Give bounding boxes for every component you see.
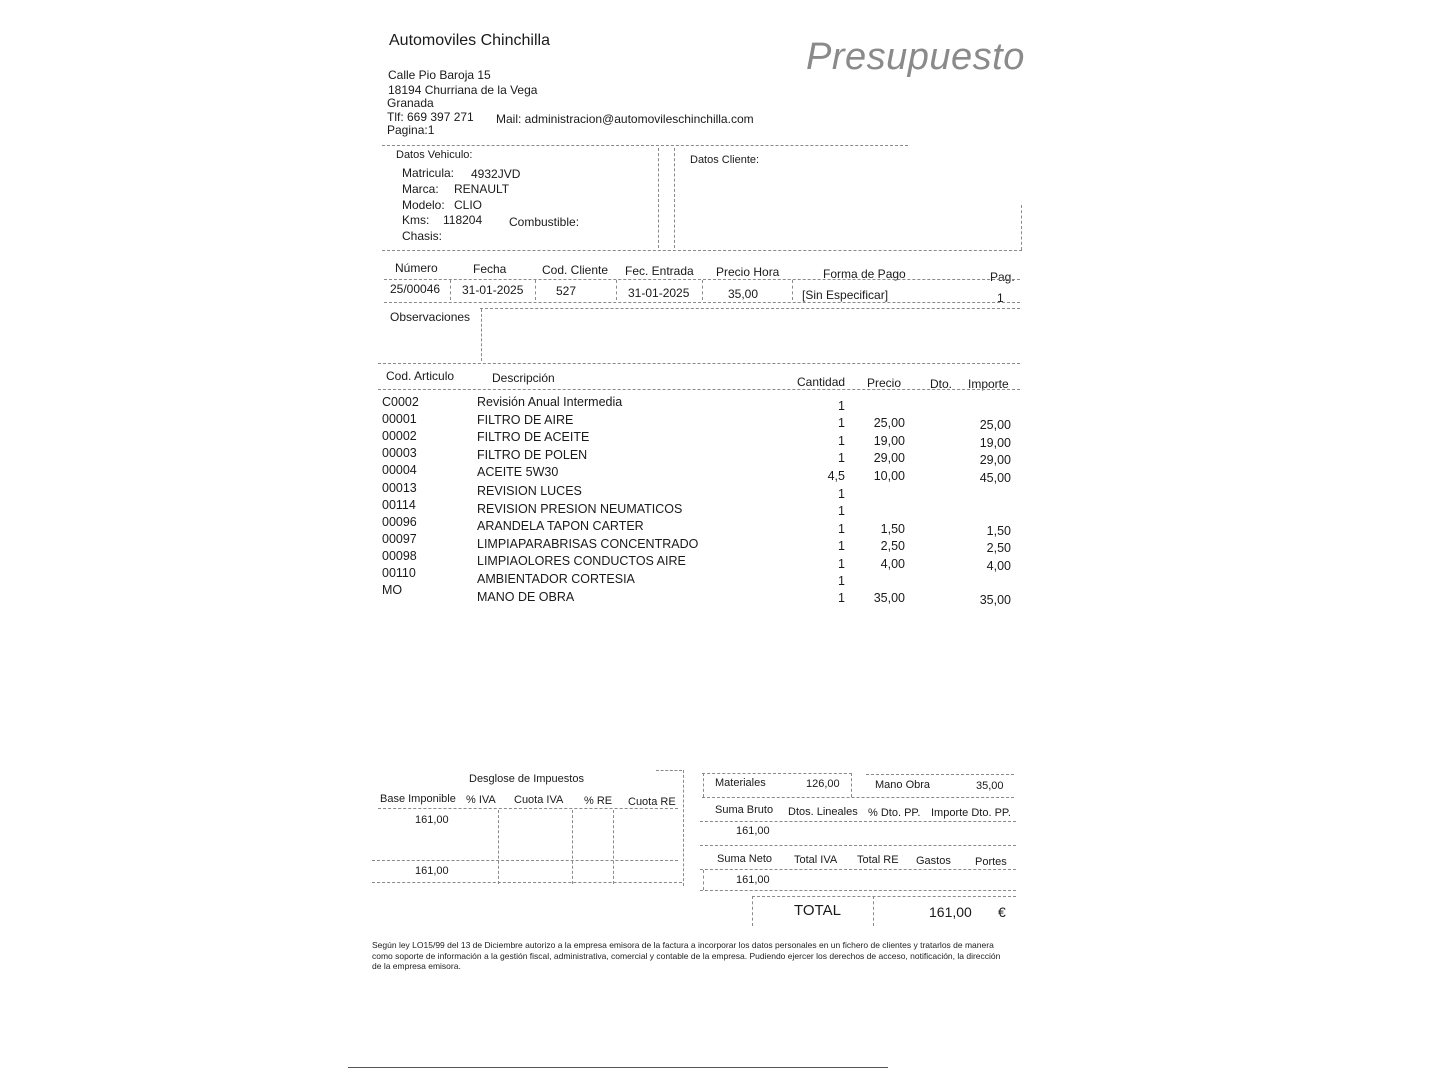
forma-pago-label: Forma de Pago — [823, 267, 906, 281]
item-amount: 25,00 — [979, 418, 1011, 433]
item-description: FILTRO DE POLEN — [477, 447, 588, 462]
numero-label: Número — [395, 261, 438, 275]
item-description: REVISION PRESION NEUMATICOS — [477, 501, 683, 516]
item-code: 00004 — [382, 463, 417, 477]
precio-hora-label: Precio Hora — [716, 265, 780, 279]
item-code: 00097 — [382, 532, 417, 546]
table-row — [0, 515, 1440, 538]
company-address-line3: Granada — [387, 96, 434, 110]
kms-value: 118204 — [443, 213, 483, 227]
observaciones-label: Observaciones — [390, 310, 471, 324]
total-label: TOTAL — [794, 902, 841, 919]
suma-neto-label: Suma Neto — [717, 853, 773, 865]
table-row — [0, 481, 1440, 501]
item-price: 2,50 — [880, 539, 905, 554]
legal-notice: Según ley LO15/99 del 13 de Diciembre autorizo a la empresa emisora de la factura a incorporar los datos personales en un fichero de clientes y tratarlos de manera como soporte de información a la gestión fiscal, administrativa, comercial y contable de la empresa. Pudiendo ejercer los derechos de acceso, notificación, la dirección de la empresa emisora. — [372, 940, 1001, 971]
item-quantity: 1 — [838, 504, 845, 519]
chasis-label: Chasis: — [402, 229, 443, 243]
numero-value: 25/00046 — [390, 282, 441, 296]
item-description: LIMPIAPARABRISAS CONCENTRADO — [477, 536, 699, 551]
table-row — [0, 395, 1440, 411]
importe-dto-pp-label: Importe Dto. PP. — [931, 807, 1011, 819]
item-code: 00001 — [382, 412, 417, 426]
item-code: C0002 — [382, 395, 419, 409]
item-quantity: 1 — [838, 556, 845, 571]
item-price: 35,00 — [873, 591, 905, 606]
fec-entrada-label: Fec. Entrada — [625, 264, 694, 278]
table-row — [0, 446, 1440, 468]
item-quantity: 1 — [838, 433, 845, 448]
tax-header-base: Base Imponible — [380, 793, 456, 805]
pag-label: Pag. — [990, 270, 1015, 284]
taxes-title: Desglose de Impuestos — [469, 773, 584, 785]
matricula-label: Matricula: — [402, 166, 455, 180]
marca-label: Marca: — [402, 182, 439, 196]
company-phone: Tlf: 669 397 271 — [387, 110, 474, 124]
suma-bruto-value: 161,00 — [736, 825, 770, 837]
item-description: FILTRO DE ACEITE — [477, 430, 590, 445]
table-row — [0, 583, 1440, 608]
item-amount: 35,00 — [979, 593, 1011, 608]
item-quantity: 1 — [838, 487, 845, 501]
item-code: 00098 — [382, 549, 417, 563]
item-price: 10,00 — [873, 468, 905, 483]
item-quantity: 1 — [838, 574, 845, 588]
item-amount: 45,00 — [979, 470, 1011, 485]
mano-obra-value: 35,00 — [976, 780, 1004, 792]
company-mail: Mail: administracion@automovileschinchilla.com — [496, 112, 754, 126]
item-amount: 29,00 — [979, 453, 1011, 468]
item-description: FILTRO DE AIRE — [477, 412, 574, 427]
company-address-line2: 18194 Churriana de la Vega — [388, 83, 538, 97]
pag-value: 1 — [997, 291, 1004, 305]
client-heading: Datos Cliente: — [690, 154, 760, 166]
tax-header-re: % RE — [584, 795, 613, 807]
item-price: 4,00 — [880, 556, 905, 571]
currency-symbol: € — [998, 904, 1006, 920]
company-name: Automoviles Chinchilla — [389, 32, 550, 49]
suma-neto-value: 161,00 — [736, 874, 770, 886]
item-quantity: 1 — [838, 416, 845, 431]
table-row — [0, 429, 1440, 450]
tax-base-total: 161,00 — [415, 865, 449, 877]
matricula-value: 4932JVD — [471, 167, 521, 181]
item-quantity: 1 — [838, 521, 845, 536]
total-re-label: Total RE — [857, 854, 899, 866]
mano-obra-label: Mano Obra — [875, 779, 931, 791]
item-description: REVISION LUCES — [477, 484, 582, 498]
fecha-label: Fecha — [473, 262, 507, 276]
table-row — [0, 498, 1440, 519]
item-code: 00114 — [382, 498, 416, 512]
item-quantity: 4,5 — [827, 468, 845, 483]
col-dto-header: Dto. — [930, 377, 953, 391]
item-description: LIMPIAOLORES CONDUCTOS AIRE — [477, 554, 686, 569]
item-quantity: 1 — [838, 591, 845, 606]
col-amount-header: Importe — [968, 377, 1009, 391]
tax-header-cuota-iva: Cuota IVA — [514, 794, 564, 806]
dtos-lineales-label: Dtos. Lineales — [788, 806, 858, 818]
vehicle-heading: Datos Vehiculo: — [396, 149, 473, 161]
item-quantity: 1 — [838, 539, 845, 554]
item-code: 00096 — [382, 515, 417, 529]
item-quantity: 1 — [838, 451, 845, 466]
item-description: MANO DE OBRA — [477, 589, 575, 604]
fec-entrada-value: 31-01-2025 — [628, 286, 690, 300]
gastos-label: Gastos — [916, 855, 951, 867]
fecha-value: 31-01-2025 — [462, 283, 524, 297]
kms-label: Kms: — [402, 213, 430, 227]
company-address-line1: Calle Pio Baroja 15 — [388, 68, 491, 82]
modelo-value: CLIO — [454, 198, 483, 212]
table-row — [0, 412, 1440, 433]
col-price-header: Precio — [867, 376, 902, 390]
tax-header-cuota-re: Cuota RE — [628, 796, 676, 808]
total-value: 161,00 — [929, 904, 972, 920]
table-row — [0, 566, 1440, 588]
item-description: AMBIENTADOR CORTESIA — [477, 572, 635, 586]
tax-header-iva: % IVA — [466, 794, 496, 806]
item-description: Revisión Anual Intermedia — [477, 395, 623, 409]
portes-label: Portes — [975, 856, 1007, 868]
item-price: 25,00 — [873, 416, 905, 431]
item-amount: 1,50 — [986, 523, 1011, 538]
suma-bruto-label: Suma Bruto — [715, 804, 774, 816]
item-code: 00013 — [382, 481, 417, 495]
cod-cliente-label: Cod. Cliente — [542, 263, 609, 277]
page-indicator: Pagina:1 — [387, 123, 435, 137]
tax-base-value: 161,00 — [415, 814, 449, 826]
item-code: 00110 — [382, 566, 416, 580]
cod-cliente-value: 527 — [556, 284, 577, 298]
dto-pp-label: % Dto. PP. — [868, 807, 921, 819]
item-amount: 19,00 — [979, 435, 1011, 450]
item-code: MO — [382, 583, 403, 597]
marca-value: RENAULT — [454, 182, 510, 196]
item-price: 19,00 — [873, 433, 905, 448]
table-row — [0, 463, 1440, 485]
precio-hora-value: 35,00 — [728, 287, 759, 301]
col-desc-header: Descripción — [492, 371, 555, 385]
item-price: 29,00 — [873, 451, 905, 466]
col-qty-header: Cantidad — [797, 375, 846, 389]
col-code-header: Cod. Articulo — [386, 369, 455, 383]
item-amount: 2,50 — [986, 541, 1011, 556]
item-code: 00002 — [382, 429, 417, 443]
materiales-value: 126,00 — [806, 778, 840, 790]
item-code: 00003 — [382, 446, 417, 460]
item-amount: 4,00 — [986, 558, 1011, 573]
combustible-label: Combustible: — [509, 215, 580, 229]
materiales-label: Materiales — [715, 777, 766, 789]
item-price: 1,50 — [880, 521, 905, 536]
document-title: Presupuesto — [806, 36, 1025, 78]
item-description: ACEITE 5W30 — [477, 465, 559, 480]
item-description: ARANDELA TAPON CARTER — [477, 519, 644, 534]
total-iva-label: Total IVA — [794, 854, 838, 866]
forma-pago-value: [Sin Especificar] — [802, 288, 889, 302]
item-quantity: 1 — [838, 399, 845, 413]
modelo-label: Modelo: — [402, 198, 445, 212]
